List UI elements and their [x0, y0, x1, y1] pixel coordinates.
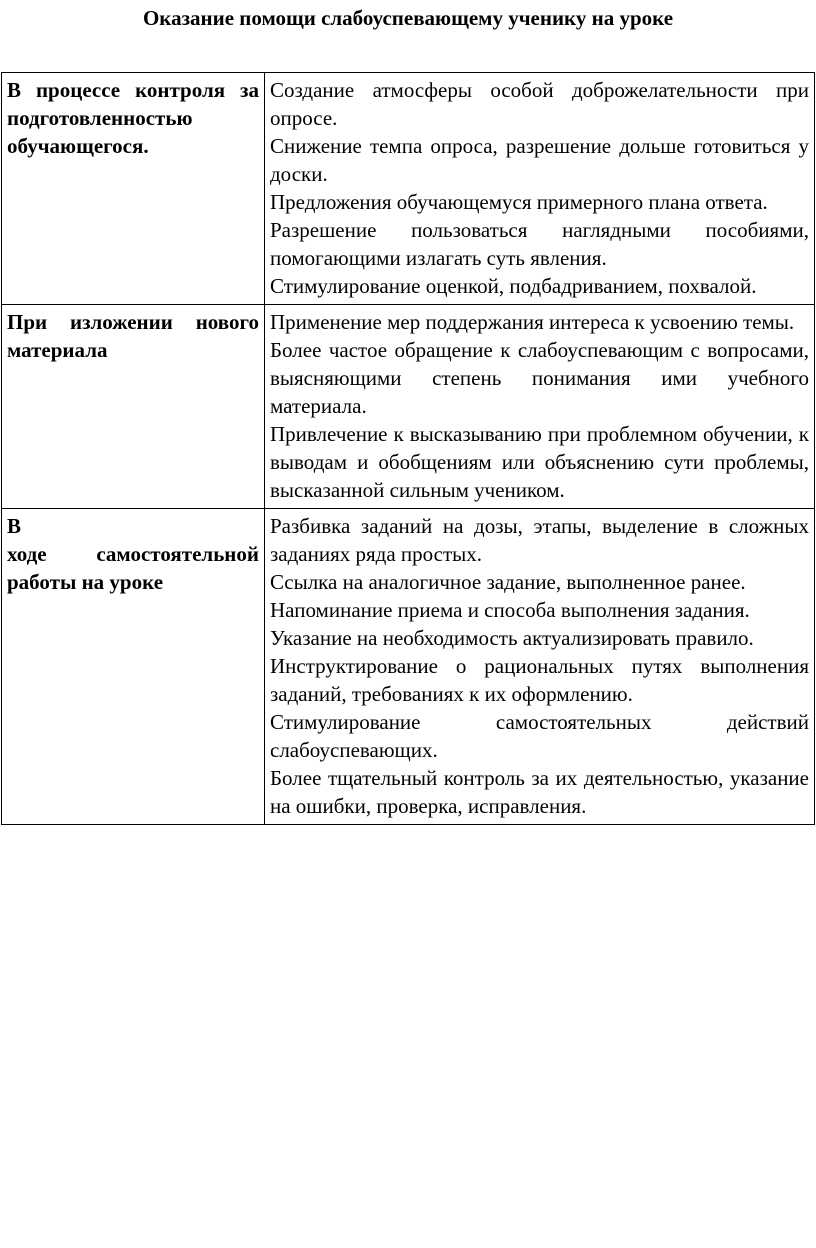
stage-cell: В процессе контроля за подготовленностью обучающегося.: [2, 73, 265, 305]
measure-item: Инструктирование о рациональных путях выполнения заданий, требованиях к их оформлению.: [270, 654, 809, 706]
help-table: [1, 72, 815, 825]
stage-cell: При изложении нового материала: [2, 305, 265, 509]
measures-cell: [265, 509, 815, 825]
measures-cell: [265, 73, 815, 305]
stage-cell: [2, 509, 265, 825]
measure-item: Стимулирование оценкой, подбадриванием, похвалой.: [270, 274, 757, 298]
measure-item: Снижение темпа опроса, разрешение дольше готовиться у доски.: [270, 134, 809, 186]
measure-item: Более тщательный контроль за их деятельностью, указание на ошибки, проверка, исправления.: [270, 766, 809, 818]
measure-item: Применение мер поддержания интереса к усвоению темы.: [270, 310, 795, 334]
table-row: [2, 73, 815, 305]
table-row: [2, 305, 815, 509]
measure-item: Разрешение пользоваться наглядными пособиями, помогающими излагать суть явления.: [270, 218, 809, 270]
measure-item: Создание атмосферы особой доброжелательности при опросе.: [270, 78, 809, 130]
stage-line: ходе самостоятельной работы на уроке: [7, 542, 259, 594]
measure-item: Указание на необходимость актуализировать правило.: [270, 626, 754, 650]
measure-item: Ссылка на аналогичное задание, выполненное ранее.: [270, 570, 746, 594]
stage-line: В: [7, 514, 22, 538]
measure-item: Стимулирование самостоятельных действий слабоуспевающих.: [270, 710, 809, 762]
table-row: [2, 509, 815, 825]
measures-cell: [265, 305, 815, 509]
measure-item: Разбивка заданий на дозы, этапы, выделение в сложных заданиях ряда простых.: [270, 514, 809, 566]
page-title: Оказание помощи слабоуспевающему ученику на уроке: [142, 6, 674, 30]
measure-item: Привлечение к высказыванию при проблемном обучении, к выводам и обобщениям или объяснению сути проблемы, высказанной сильным учеником.: [270, 422, 809, 502]
measure-item: Более частое обращение к слабоуспевающим с вопросами, выясняющими степень понимания ими учебного материала.: [270, 338, 809, 418]
measure-item: Предложения обучающемуся примерного плана ответа.: [270, 190, 768, 214]
measure-item: Напоминание приема и способа выполнения задания.: [270, 598, 750, 622]
